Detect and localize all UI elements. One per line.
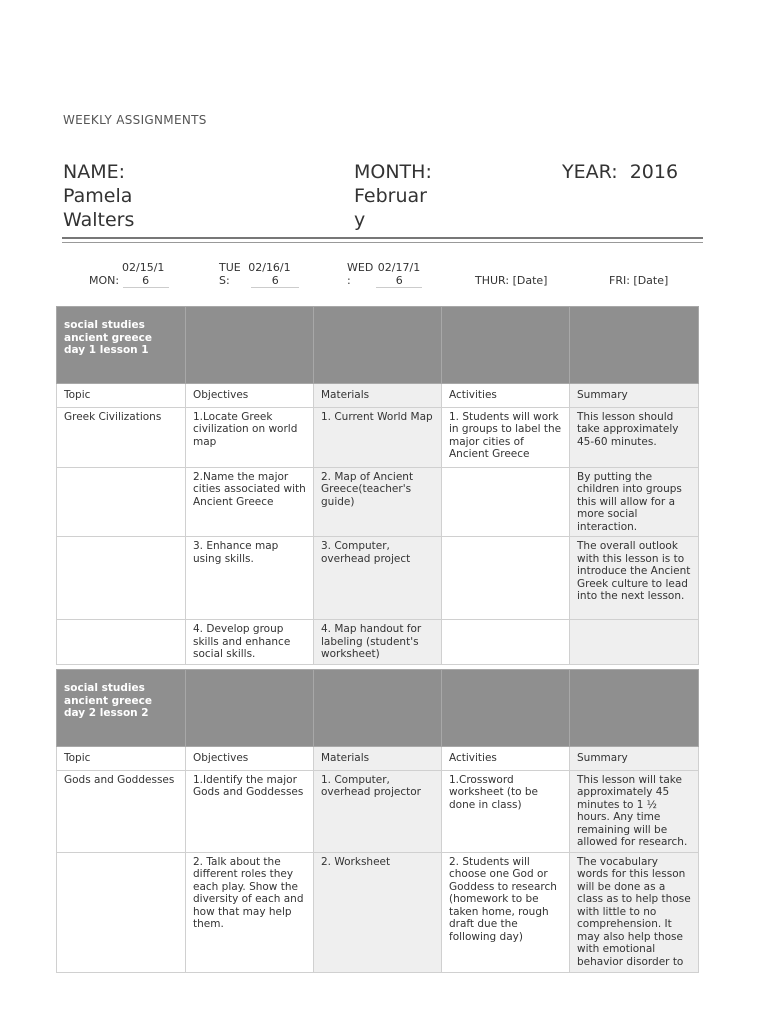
table-row [57, 852, 699, 972]
wed-date-prefix: 02/17/1 [377, 261, 421, 274]
header-empty-cell [314, 307, 442, 384]
objectives-cell[interactable]: 1.Locate Greek civilization on world map [186, 407, 314, 467]
lesson-table-1 [56, 306, 699, 665]
objectives-cell[interactable]: 2. Talk about the different roles they each play. Show the diversity of each and how that may help them. [186, 852, 314, 972]
header-rule [62, 237, 703, 239]
topic-cell[interactable] [57, 620, 186, 665]
materials-cell[interactable]: 1. Computer, overhead projector [314, 770, 442, 852]
lesson-title-line: social studies [64, 319, 145, 331]
name-value-line2[interactable]: Walters [63, 209, 135, 231]
fri-label: FRI: [609, 274, 630, 287]
table-row [57, 407, 699, 467]
month-label: MONTH: [354, 161, 432, 183]
header-rule-thin [62, 242, 703, 243]
year-label: YEAR: [562, 161, 618, 183]
header-empty-cell [570, 307, 699, 384]
activities-cell[interactable] [442, 537, 570, 620]
wed-label: WED [347, 261, 374, 274]
wed-date-value[interactable]: 6 [376, 274, 422, 288]
topic-cell[interactable]: Gods and Goddesses [57, 770, 186, 852]
header-empty-cell [442, 307, 570, 384]
header-empty-cell [442, 670, 570, 747]
column-label-activities: Activities [442, 384, 570, 408]
tue-label: TUE [219, 261, 241, 274]
objectives-cell[interactable]: 3. Enhance map using skills. [186, 537, 314, 620]
header-empty-cell [570, 670, 699, 747]
lesson-title-line: day 2 lesson 2 [64, 707, 149, 719]
column-label-materials: Materials [314, 384, 442, 408]
summary-cell[interactable]: By putting the children into groups this will allow for a more social interaction. [570, 467, 699, 537]
tue-date-top [219, 261, 291, 274]
column-label-summary: Summary [570, 747, 699, 771]
lesson-title-line: day 1 lesson 1 [64, 344, 149, 356]
topic-cell[interactable] [57, 852, 186, 972]
table-row [57, 467, 699, 537]
wed-label-suffix: : [347, 274, 351, 287]
tue-date [219, 274, 299, 288]
objectives-cell[interactable]: 2.Name the major cities associated with Ancient Greece [186, 467, 314, 537]
wed-date-top [347, 261, 420, 274]
mon-label: MON: [89, 274, 120, 287]
summary-cell[interactable]: The overall outlook with this lesson is to introduce the Ancient Greek culture to lead into the next lesson. [570, 537, 699, 620]
name-label: NAME: [63, 161, 126, 183]
column-label-objectives: Objectives [186, 384, 314, 408]
tue-date-prefix: 02/16/1 [248, 261, 291, 274]
table-row [57, 770, 699, 852]
column-label-activities: Activities [442, 747, 570, 771]
wed-date [347, 274, 422, 288]
year-value[interactable]: 2016 [629, 161, 679, 183]
column-label-objectives: Objectives [186, 747, 314, 771]
column-label-materials: Materials [314, 747, 442, 771]
header-empty-cell [314, 670, 442, 747]
lesson-header-row [57, 307, 699, 384]
topic-cell[interactable] [57, 537, 186, 620]
mon-date [89, 274, 169, 288]
summary-cell[interactable]: This lesson should take approximately 45-60 minutes. [570, 407, 699, 467]
column-label-topic: Topic [57, 747, 186, 771]
activities-cell[interactable] [442, 620, 570, 665]
lesson-title-cell [57, 307, 186, 384]
tue-label-suffix: S: [219, 274, 230, 287]
lesson-header-row [57, 670, 699, 747]
month-value-line1[interactable]: Februar [354, 185, 427, 207]
column-labels-row [57, 747, 699, 771]
lesson-title-cell [57, 670, 186, 747]
activities-cell[interactable]: 1.Crossword worksheet (to be done in class) [442, 770, 570, 852]
mon-date-value[interactable]: 6 [123, 274, 169, 288]
document-label: WEEKLY ASSIGNMENTS [63, 113, 207, 127]
materials-cell[interactable]: 2. Worksheet [314, 852, 442, 972]
fri-date [609, 274, 668, 287]
lesson-title-line: ancient greece [64, 331, 152, 344]
materials-cell[interactable]: 2. Map of Ancient Greece(teacher's guide) [314, 467, 442, 537]
objectives-cell[interactable]: 1.Identify the major Gods and Goddesses [186, 770, 314, 852]
topic-cell[interactable] [57, 467, 186, 537]
fri-date-value[interactable]: [Date] [633, 274, 669, 287]
materials-cell[interactable]: 3. Computer, overhead project [314, 537, 442, 620]
mon-date-top: 02/15/1 [122, 261, 165, 274]
table-row [57, 537, 699, 620]
summary-cell[interactable] [570, 620, 699, 665]
activities-cell[interactable]: 2. Students will choose one God or Goddess to research (homework to be taken home, rough draft due the following day) [442, 852, 570, 972]
summary-cell[interactable]: The vocabulary words for this lesson will be done as a class as to help those with little to no comprehension. It may also help those with emotional behavior disorder to [570, 852, 699, 972]
column-label-summary: Summary [570, 384, 699, 408]
lesson-title-line: social studies [64, 682, 145, 694]
objectives-cell[interactable]: 4. Develop group skills and enhance social skills. [186, 620, 314, 665]
column-labels-row [57, 384, 699, 408]
thu-date-value[interactable]: [Date] [512, 274, 548, 287]
thu-date [475, 274, 547, 287]
lesson-title-line: ancient greece [64, 694, 152, 707]
table-row [57, 620, 699, 665]
header-empty-cell [186, 670, 314, 747]
tue-date-value[interactable]: 6 [251, 274, 299, 288]
activities-cell[interactable] [442, 467, 570, 537]
name-field [63, 160, 183, 232]
materials-cell[interactable]: 1. Current World Map [314, 407, 442, 467]
lesson-table-2 [56, 669, 699, 973]
month-value-line2[interactable]: y [354, 209, 366, 231]
thu-label: THUR: [475, 274, 510, 287]
name-value-line1[interactable]: Pamela [63, 185, 133, 207]
column-label-topic: Topic [57, 384, 186, 408]
header-empty-cell [186, 307, 314, 384]
summary-cell[interactable]: This lesson will take approximately 45 minutes to 1 ½ hours. Any time remaining will be allowed for research. [570, 770, 699, 852]
materials-cell[interactable]: 4. Map handout for labeling (student's worksheet) [314, 620, 442, 665]
year-field [562, 160, 678, 184]
activities-cell[interactable]: 1. Students will work in groups to label the major cities of Ancient Greece [442, 407, 570, 467]
topic-cell[interactable]: Greek Civilizations [57, 407, 186, 467]
month-field [354, 160, 444, 232]
